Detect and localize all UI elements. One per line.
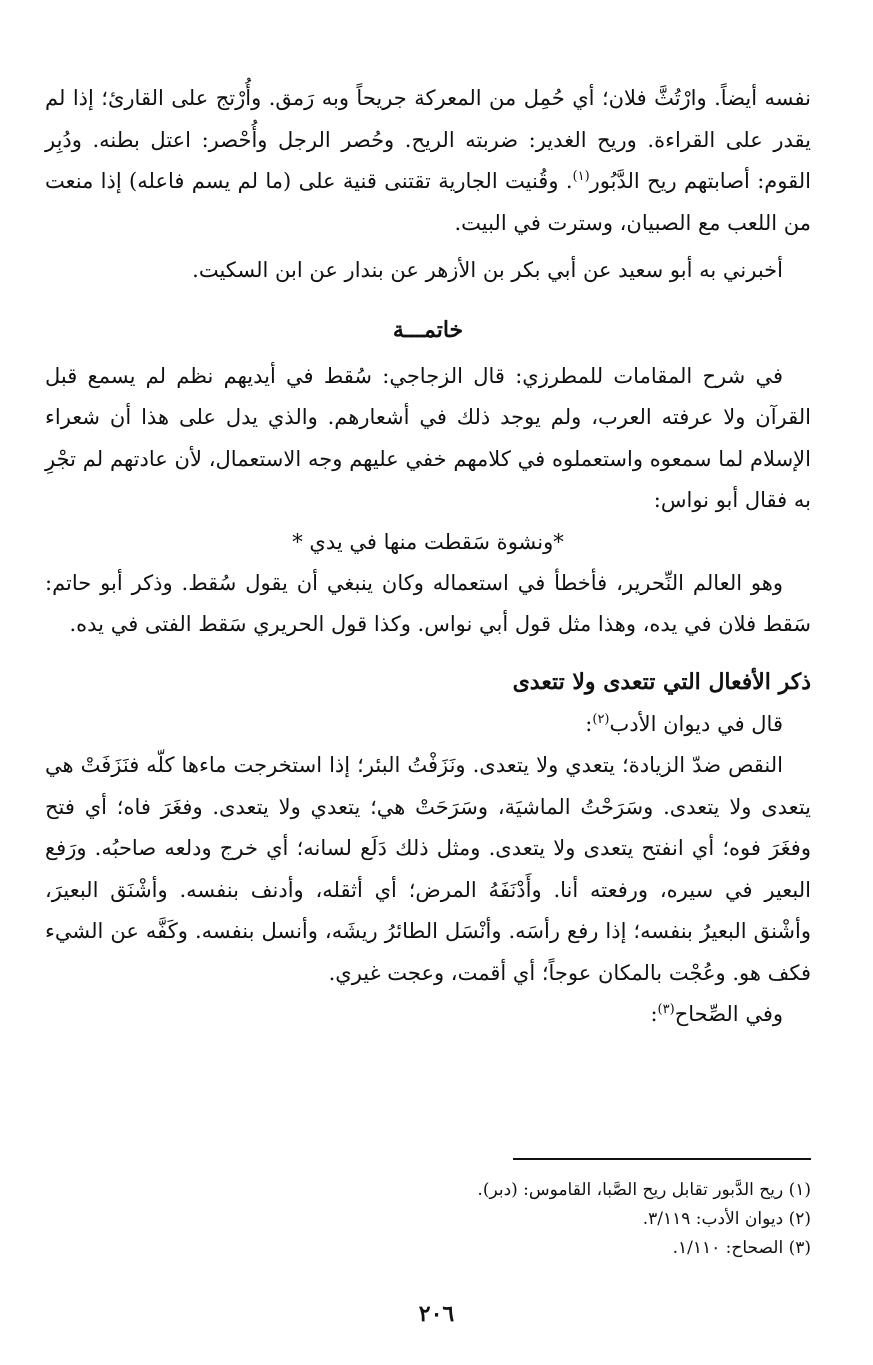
paragraph-3: في شرح المقامات للمطرزي: قال الزجاجي: سُقط في أيديهم نظم لم يسمع قبل القرآن ولا عرفته العرب، ولم يوجد ذلك في أشعارهم. والذي يدل على هذا أن شعراء الإسلام لما سمعوه واستعملوه في كلامهم خفي عليهم وجه الاستعمال، لأن عادتهم لم تجْرِ به فقال أبو نواس: [45,363,811,512]
paragraph-1-rest: . وقُنيت الجارية تقتنى قنية على (ما لم يسم فاعله) إذا منعت من اللعب مع الصبيان، وسترت في البيت. [45,169,811,235]
paragraph-5-rest: : [585,711,593,736]
footnote-2: (٢) ديوان الأدب: ٣/١١٩. [642,1209,811,1229]
footnote-3: (٣) الصحاح: ١/١١٠. [672,1238,811,1258]
verse-line: *ونشوة سَقطت منها في يدي * [292,529,564,554]
paragraph-7-text: وفي الصِّحاح [674,1002,783,1026]
paragraph-5 [45,704,811,746]
paragraph-5-text: قال في ديوان الأدب [609,711,783,736]
footnote-ref-2[interactable]: (٢) [592,711,610,727]
paragraph-4: وهو العالم النِّحرير، فأخطأ في استعماله وكان ينبغي أن يقول سُقط. وذكر أبو حاتم: سَقط فلان في يده، وهذا مثل قول أبي نواس. وكذا قول الحريري سَقط الفتى في يده. [45,570,811,636]
paragraph-6: النقص ضدّ الزيادة؛ يتعدي ولا يتعدى. ونَزَفْتُ البئر؛ إذا استخرجت ماءها كلّه فنَزَفَتْ هي يتعدى ولا يتعدى. وسَرَحْتُ الماشيَة، وسَرَحَتْ هي؛ يتعدي ولا يتعدى. وفغَرَ فاه؛ أي فتح وفغَرَ فوه؛ أي انفتح يتعدى ولا يتعدى. ومثل ذلك دَلَع لسانه؛ أي خرج ودلعه صاحبُه. ورَفع البعير في سيره، ورفعته أنا. وأَدْنَفَهُ المرض؛ أي أثقله، وأدنف بنفسه. وأشْنَق البعيرَ، وأشْنق البعيرُ بنفسه؛ إذا رفع رأسَه. وأنْسَل الطائرُ ريشَه، وأنسل بنفسه. وكَفَّه عن الشيء فكف هو. وعُجْت بالمكان عوجاً؛ أي أقمت، وعجت غيري. [45,753,811,985]
section-heading: ذكر الأفعال التي تتعدى ولا تتعدى [512,668,811,695]
paragraph-7-rest: : [650,1002,658,1026]
paragraph-1-text: نفسه أيضاً. وارْتُثَّ فلان؛ أي حُمِل من المعركة جريحاً وبه رَمق. وأُرْتج على القارئ؛ إذا لم يقدر على القراءة. وريح الغدير: ضربته الريح. وحُصر الرجل وأُحْصر: اعتل بطنه. ودُبِر القوم: أصابتهم ريح الدَّبُور [45,86,811,193]
footnote-1: (١) ريح الدَّبور تقابل ريح الصَّبا، القاموس: (دبر). [477,1180,811,1200]
paragraph-1 [45,78,811,244]
footnote-ref-3[interactable]: (٣) [657,1002,675,1017]
page-number: ٢٠٦ [418,1301,455,1327]
footnote-divider [513,1158,811,1160]
paragraph-7 [45,994,811,1036]
paragraph-2: أخبرني به أبو سعيد عن أبي بكر بن الأزهر عن بندار عن ابن السكيت. [192,258,783,282]
page-body [45,78,811,1365]
section-title: خاتمـــة [392,316,464,343]
footnote-ref-1[interactable]: (١) [572,169,590,184]
footnotes [45,1176,811,1263]
